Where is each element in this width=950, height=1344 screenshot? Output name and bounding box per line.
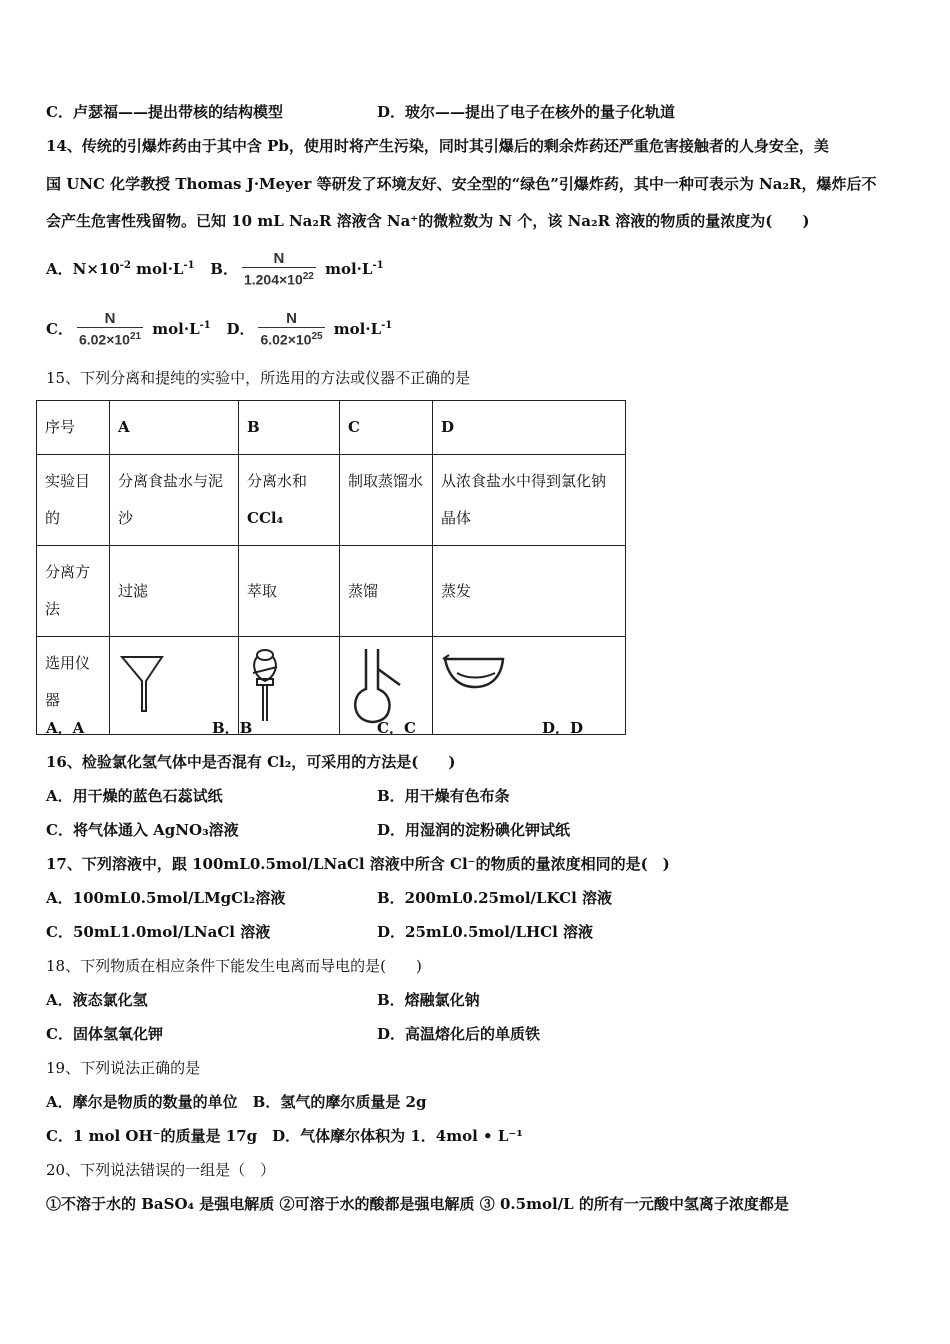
q15-option-b: B．B — [212, 719, 253, 737]
q14-option-a: A．$N\times 10^{-2}$ $mol\cdot L^{-1}$ — [46, 260, 195, 278]
q16-option-c: C．将气体通入 AgNO₃溶液 — [46, 821, 239, 839]
table-cell: 制取蒸馏水 — [340, 455, 433, 546]
q14-stem-line2: 国 UNC 化学教授 Thomas J·Meyer 等研发了环境友好、安全型的“绿色”引爆炸药，其中一种可表示为 Na₂R，爆炸后不 — [46, 175, 877, 193]
table-cell: 序号 — [37, 401, 110, 455]
q14-stem-line1: 14、传统的引爆炸药由于其中含 Pb，使用时将产生污染，同时其引爆后的剩余炸药还严重危害接触者的人身安全，美 — [46, 137, 829, 155]
table-cell: C — [340, 401, 433, 455]
table-row — [37, 637, 626, 735]
q16-option-a: A．用干燥的蓝色石蕊试纸 — [46, 787, 223, 805]
table-cell: 蒸发 — [433, 546, 626, 637]
q18-option-c: C．固体氢氧化钾 — [46, 1025, 163, 1043]
q20-stem: 20、下列说法错误的一组是（ ） — [46, 1161, 276, 1179]
q17-option-d: D．25mL0.5mol/LHCl 溶液 — [377, 923, 594, 941]
table-cell: 从浓食盐水中得到氯化钠晶体 — [433, 455, 626, 546]
q15-stem: 15、下列分离和提纯的实验中，所选用的方法或仪器不正确的是 — [46, 369, 471, 387]
table-header-row — [37, 401, 626, 455]
q16-stem: 16、检验氯化氢气体中是否混有 Cl₂，可采用的方法是( ) — [46, 753, 456, 771]
table-cell: 选用仪器 — [37, 637, 110, 735]
q13-option-c: C．卢瑟福——提出带核的结构模型 — [46, 103, 283, 121]
table-cell — [433, 637, 626, 735]
q18-option-b: B．熔融氯化钠 — [377, 991, 480, 1009]
q19-stem: 19、下列说法正确的是 — [46, 1059, 201, 1077]
q14-stem-line3: 会产生危害性残留物。已知 10 mL Na₂R 溶液含 Na⁺的微粒数为 N 个，该 Na₂R 溶液的物质的量浓度为( ) — [46, 212, 810, 230]
distillation-flask-icon — [348, 645, 408, 725]
q13-option-d: D．玻尔——提出了电子在核外的量子化轨道 — [377, 103, 676, 121]
table-cell: B — [239, 401, 340, 455]
q19-options-cd: C．1 mol OH⁻的质量是 17g D．气体摩尔体积为 1．4mol • L⁻¹ — [46, 1127, 523, 1145]
q18-stem: 18、下列物质在相应条件下能发生电离而导电的是( ) — [46, 957, 422, 975]
table-cell: 萃取 — [239, 546, 340, 637]
q18-option-d: D．高温熔化后的单质铁 — [377, 1025, 541, 1043]
table-cell — [239, 637, 340, 735]
q17-option-c: C．50mL1.0mol/LNaCl 溶液 — [46, 923, 271, 941]
table-cell: 分离方法 — [37, 546, 110, 637]
q15-option-a: A．A — [46, 719, 85, 737]
q14-option-b-fraction: $\frac{N}{1.204\times 10^{22}}$ — [243, 250, 314, 288]
q17-option-b: B．200mL0.25mol/LKCl 溶液 — [377, 889, 613, 907]
q15-table — [36, 400, 626, 735]
q14-options-cd: C． $\frac{N}{6.02\times 10^{21}}$ $mol\cdot L^{-1}$ D． $\frac{N}{6.02\times 10^{25}}$ $mol\cdot L^{-1}$ — [46, 310, 393, 348]
q15-option-d: D．D — [542, 719, 584, 737]
q20-statements: ①不溶于水的 BaSO₄ 是强电解质 ②可溶于水的酸都是强电解质 ③ 0.5mol/L 的所有一元酸中氢离子浓度都是 — [46, 1195, 789, 1213]
q14-option-c-fraction: $\frac{N}{6.02\times 10^{21}}$ — [78, 310, 142, 348]
table-cell: D — [433, 401, 626, 455]
q14-option-c-label: C． — [46, 320, 73, 338]
table-cell: A — [110, 401, 239, 455]
funnel-icon — [118, 645, 178, 715]
table-cell: 分离水和 CCl₄ — [239, 455, 340, 546]
table-cell: 过滤 — [110, 546, 239, 637]
q14-option-b-label: B． — [210, 260, 238, 278]
table-row — [37, 455, 626, 546]
q16-option-b: B．用干燥有色布条 — [377, 787, 510, 805]
evaporating-dish-icon — [441, 645, 511, 695]
separatory-funnel-icon — [247, 645, 287, 725]
q19-options-ab: A．摩尔是物质的数量的单位 B．氢气的摩尔质量是 2g — [46, 1093, 427, 1111]
table-cell: 蒸馏 — [340, 546, 433, 637]
q16-option-d: D．用湿润的淀粉碘化钾试纸 — [377, 821, 571, 839]
q14-option-d-fraction: $\frac{N}{6.02\times 10^{25}}$ — [260, 310, 323, 348]
q14-options-ab: A．$N\times 10^{-2}$ $mol\cdot L^{-1}$ B． $\frac{N}{1.204\times 10^{22}}$ $mol\cdot L^{-1}$ — [46, 250, 384, 288]
table-cell: 实验目的 — [37, 455, 110, 546]
q15-option-c: C．C — [377, 719, 416, 737]
q18-option-a: A．液态氯化氢 — [46, 991, 148, 1009]
table-cell: 分离食盐水与泥沙 — [110, 455, 239, 546]
q17-option-a: A．100mL0.5mol/LMgCl₂溶液 — [46, 889, 286, 907]
q17-stem: 17、下列溶液中，跟 100mL0.5mol/LNaCl 溶液中所含 Cl⁻的物质的量浓度相同的是( ) — [46, 855, 670, 873]
q14-option-d-label: D． — [226, 320, 255, 338]
table-row — [37, 546, 626, 637]
